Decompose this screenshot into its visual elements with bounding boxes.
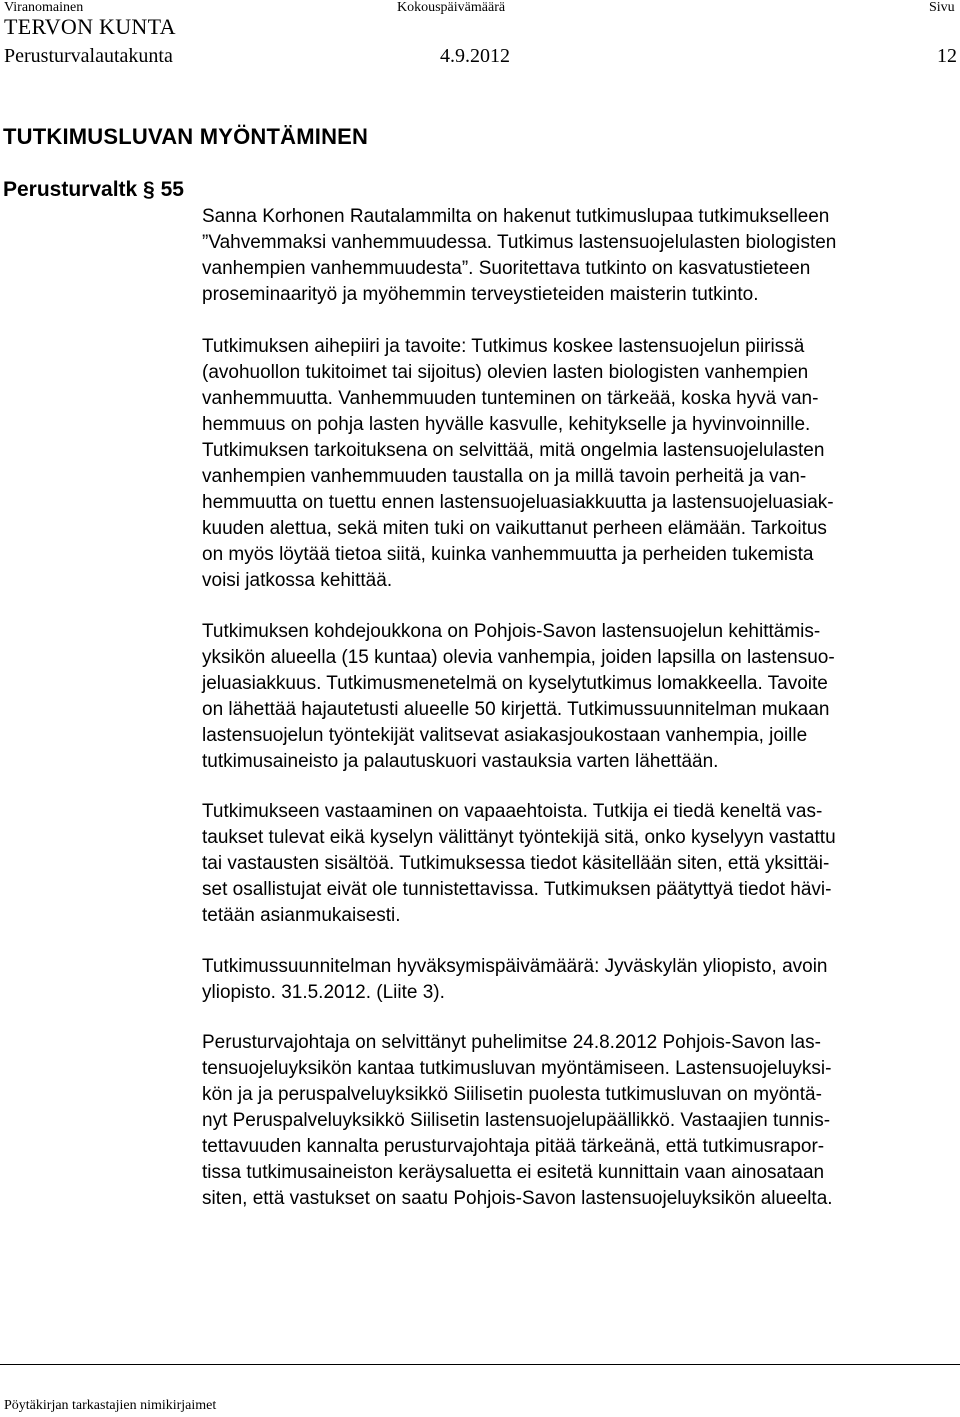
paragraph-line: tissa tutkimusaineiston keräysaluetta ei esitetä kunnittain vaan ainosataan: [202, 1162, 825, 1183]
page-number: 12: [937, 45, 957, 67]
paragraph-line: Tutkimuksen aihepiiri ja tavoite: Tutkimus koskee lastensuojelun piirissä: [202, 336, 805, 357]
paragraph-director-statement: [202, 1030, 956, 1212]
paragraph-voluntary-participation: [202, 799, 956, 929]
paragraph-line: on myös löytää tietoa siitä, kuinka vanhemmuutta ja perheiden tukemista: [202, 544, 814, 565]
paragraph-line: Perusturvajohtaja on selvittänyt puhelimitse 24.8.2012 Pohjois-Savon las-: [202, 1032, 821, 1053]
footer-divider: [0, 1364, 960, 1365]
section-reference: Perusturvaltk § 55: [3, 178, 184, 201]
paragraph-line: Tutkimukseen vastaaminen on vapaaehtoista. Tutkija ei tiedä keneltä vas-: [202, 801, 823, 822]
paragraph-line: vanhempien vanhemmuudesta”. Suoritettava tutkinto on kasvatustieteen: [202, 258, 811, 279]
paragraph-line: Tutkimussuunnitelman hyväksymispäivämäärä: Jyväskylän yliopisto, avoin: [202, 956, 828, 977]
paragraph-line: proseminaarityö ja myöhemmin terveystieteiden maisterin tutkinto.: [202, 284, 759, 305]
document-title: TUTKIMUSLUVAN MYÖNTÄMINEN: [3, 124, 369, 149]
paragraph-research-topic: [202, 334, 956, 594]
paragraph-target-group: [202, 619, 956, 775]
paragraph-line: on lähettää hajautetusti alueelle 50 kirjettä. Tutkimussuunnitelman mukaan: [202, 699, 830, 720]
paragraph-application: [202, 204, 956, 308]
paragraph-line: taukset tulevat eikä kyselyn välittänyt työntekijä sitä, onko kyselyyn vastattu: [202, 827, 836, 848]
header-label-authority: Viranomainen: [4, 0, 84, 15]
paragraph-line: tetään asianmukaisesti.: [202, 905, 401, 926]
paragraph-line: kön ja ja peruspalveluyksikkö Siilisetin puolesta tutkimusluvan on myöntä-: [202, 1084, 822, 1105]
paragraph-line: yksikön alueella (15 kuntaa) olevia vanhempia, joiden lapsilla on lastensuo-: [202, 647, 835, 668]
paragraph-line: kuuden alettua, sekä miten tuki on vaikuttanut perheen elämään. Tarkoitus: [202, 518, 827, 539]
paragraph-line: nyt Peruspalveluyksikkö Siilisetin lastensuojelupäällikkö. Vastaajien tunnis-: [202, 1110, 831, 1131]
paragraph-line: Tutkimuksen tarkoituksena on selvittää, mitä ongelmia lastensuojelulasten: [202, 440, 825, 461]
paragraph-line: hemmuus on pohja lasten hyvälle kasvulle, kehitykselle ja hyvinvoinnille.: [202, 414, 811, 435]
paragraph-line: siten, että vastukset on saatu Pohjois-Savon lastensuojeluyksikön alueelta.: [202, 1188, 833, 1209]
paragraph-line: voisi jatkossa kehittää.: [202, 570, 393, 591]
paragraph-line: tensuojeluyksikön kantaa tutkimusluvan myöntämiseen. Lastensuojeluyksi-: [202, 1058, 832, 1079]
paragraph-line: tettavuuden kannalta perusturvajohtaja pitää tärkeänä, että tutkimusrapor-: [202, 1136, 825, 1157]
paragraph-line: ”Vahvemmaksi vanhemmuudessa. Tutkimus lastensuojelulasten biologisten: [202, 232, 837, 253]
paragraph-line: lastensuojelun työntekijät valitsevat asiakasjoukostaan vanhempia, joille: [202, 725, 808, 746]
paragraph-line: Tutkimuksen kohdejoukkona on Pohjois-Savon lastensuojelun kehittämis-: [202, 621, 821, 642]
paragraph-line: hemmuutta on tuettu ennen lastensuojeluasiakkuutta ja lastensuojeluasiak-: [202, 492, 834, 513]
paragraph-line: yliopisto. 31.5.2012. (Liite 3).: [202, 982, 445, 1003]
board-name: Perusturvalautakunta: [4, 45, 173, 67]
paragraph-line: tutkimusaineisto ja palautuskuori vastauksia varten lähettään.: [202, 751, 719, 772]
paragraph-line: set osallistujat eivät ole tunnistettavissa. Tutkimuksen päätyttyä tiedot hävi-: [202, 879, 832, 900]
paragraph-approval-date: [202, 954, 956, 1006]
meeting-date: 4.9.2012: [440, 45, 510, 67]
paragraph-line: Sanna Korhonen Rautalammilta on hakenut tutkimuslupaa tutkimukselleen: [202, 206, 830, 227]
organization-name: TERVON KUNTA: [4, 14, 176, 39]
paragraph-line: jeluasiakkuus. Tutkimusmenetelmä on kyselytutkimus lomakkeella. Tavoite: [202, 673, 828, 694]
paragraph-line: vanhempien vanhemmuuden taustalla on ja millä tavoin perheitä ja van-: [202, 466, 807, 487]
paragraph-line: vanhemmuutta. Vanhemmuuden tunteminen on tärkeää, koska hyvä van-: [202, 388, 819, 409]
paragraph-line: (avohuollon tukitoimet tai sijoitus) olevien lasten biologisten vanhempien: [202, 362, 809, 383]
header-label-page: Sivu: [929, 0, 955, 15]
header-label-meeting-date: Kokouspäivämäärä: [397, 0, 506, 15]
footer-initials-label: Pöytäkirjan tarkastajien nimikirjaimet: [4, 1398, 217, 1413]
paragraph-line: tai vastausten sisältöä. Tutkimuksessa tiedot käsitellään siten, että yksittäi-: [202, 853, 830, 874]
